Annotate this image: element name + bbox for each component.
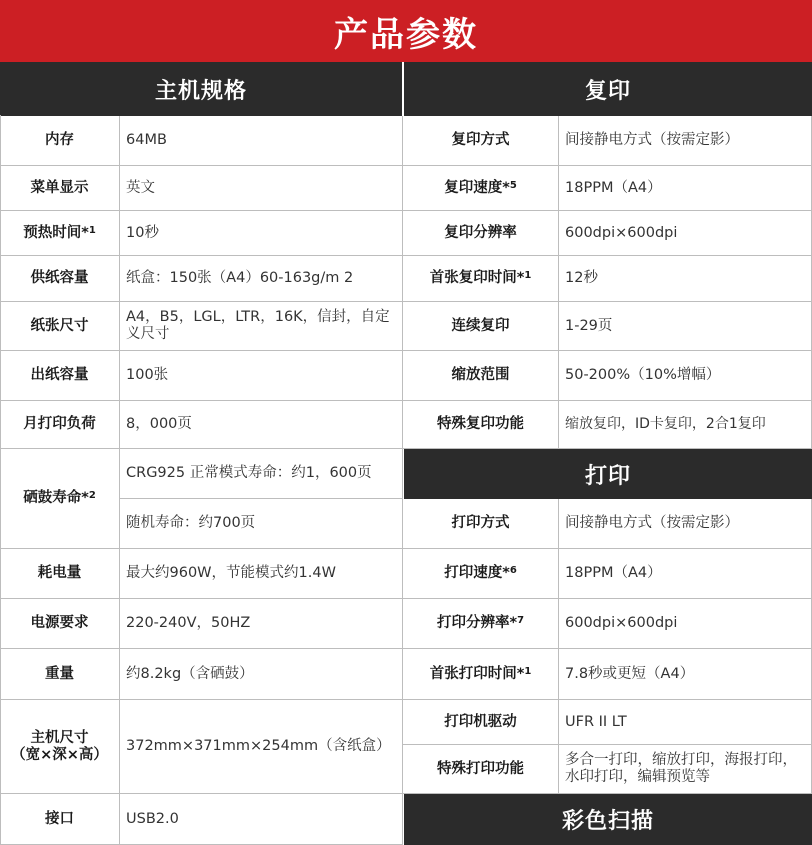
print-value: 多合一打印，缩放打印，海报打印，水印打印，编辑预览等 xyxy=(559,745,812,794)
spec-value: 约8.2kg（含硒鼓） xyxy=(120,649,403,700)
spec-label: 耗电量 xyxy=(0,549,120,599)
spec-value: 英文 xyxy=(120,166,403,211)
section-header-print: 打印 xyxy=(404,449,812,499)
spec-label: 预热时间* $^1$ xyxy=(0,211,120,256)
print-label: 打印分辨率* $^7$ xyxy=(403,599,559,649)
spec-label: 菜单显示 xyxy=(0,166,120,211)
copy-value: 缩放复印，ID卡复印，2合1复印 xyxy=(559,401,812,449)
copy-value: 50-200%（10%增幅） xyxy=(559,351,812,401)
header-divider xyxy=(402,62,404,116)
copy-label: 缩放范围 xyxy=(403,351,559,401)
spec-label: 纸张尺寸 xyxy=(0,302,120,351)
print-label: 打印速度* $^6$ xyxy=(403,549,559,599)
print-value: 7.8秒或更短（A4） xyxy=(559,649,812,700)
copy-value: 12秒 xyxy=(559,256,812,302)
spec-value: 最大约960W，节能模式约1.4W xyxy=(120,549,403,599)
spec-value: 100张 xyxy=(120,351,403,401)
spec-label: 月打印负荷 xyxy=(0,401,120,449)
copy-label: 复印方式 xyxy=(403,116,559,166)
copy-value: 1-29页 xyxy=(559,302,812,351)
spec-label: 出纸容量 xyxy=(0,351,120,401)
copy-label: 特殊复印功能 xyxy=(403,401,559,449)
copy-label: 复印分辨率 xyxy=(403,211,559,256)
print-label: 打印方式 xyxy=(403,499,559,549)
page-title: 产品参数 xyxy=(0,0,812,62)
copy-label: 复印速度* $^5$ xyxy=(403,166,559,211)
spec-value: CRG925 正常模式寿命：约1，600页 xyxy=(120,449,403,499)
print-value: 间接静电方式（按需定影） xyxy=(559,499,812,549)
spec-value: 随机寿命：约700页 xyxy=(120,499,403,549)
spec-label: 内存 xyxy=(0,116,120,166)
spec-value: A4，B5，LGL，LTR，16K，信封，自定义尺寸 xyxy=(120,302,403,351)
copy-value: 间接静电方式（按需定影） xyxy=(559,116,812,166)
print-value: UFR II LT xyxy=(559,700,812,745)
copy-label: 连续复印 xyxy=(403,302,559,351)
section-header-copy: 复印 xyxy=(404,62,812,116)
print-value: 600dpi×600dpi xyxy=(559,599,812,649)
spec-value: 8，000页 xyxy=(120,401,403,449)
spec-value: 纸盒：150张（A4）60-163g/m 2 xyxy=(120,256,403,302)
copy-label: 首张复印时间* $^1$ xyxy=(403,256,559,302)
spec-value: 220-240V，50HZ xyxy=(120,599,403,649)
print-value: 18PPM（A4） xyxy=(559,549,812,599)
spec-label: 主机尺寸 （宽×深×高） xyxy=(0,700,120,794)
spec-label: 接口 xyxy=(0,794,120,845)
spec-label: 供纸容量 xyxy=(0,256,120,302)
spec-label: 重量 xyxy=(0,649,120,700)
print-label: 首张打印时间* $^1$ xyxy=(403,649,559,700)
copy-value: 600dpi×600dpi xyxy=(559,211,812,256)
spec-value: USB2.0 xyxy=(120,794,403,845)
copy-value: 18PPM（A4） xyxy=(559,166,812,211)
spec-value: 64MB xyxy=(120,116,403,166)
spec-label: 硒鼓寿命* $^2$ xyxy=(0,449,120,549)
spec-value: 372mm×371mm×254mm（含纸盒） xyxy=(120,700,403,794)
section-header-main-spec: 主机规格 xyxy=(0,62,402,116)
print-label: 特殊打印功能 xyxy=(403,745,559,794)
print-label: 打印机驱动 xyxy=(403,700,559,745)
section-header-scan: 彩色扫描 xyxy=(404,794,812,845)
spec-label: 电源要求 xyxy=(0,599,120,649)
spec-value: 10秒 xyxy=(120,211,403,256)
